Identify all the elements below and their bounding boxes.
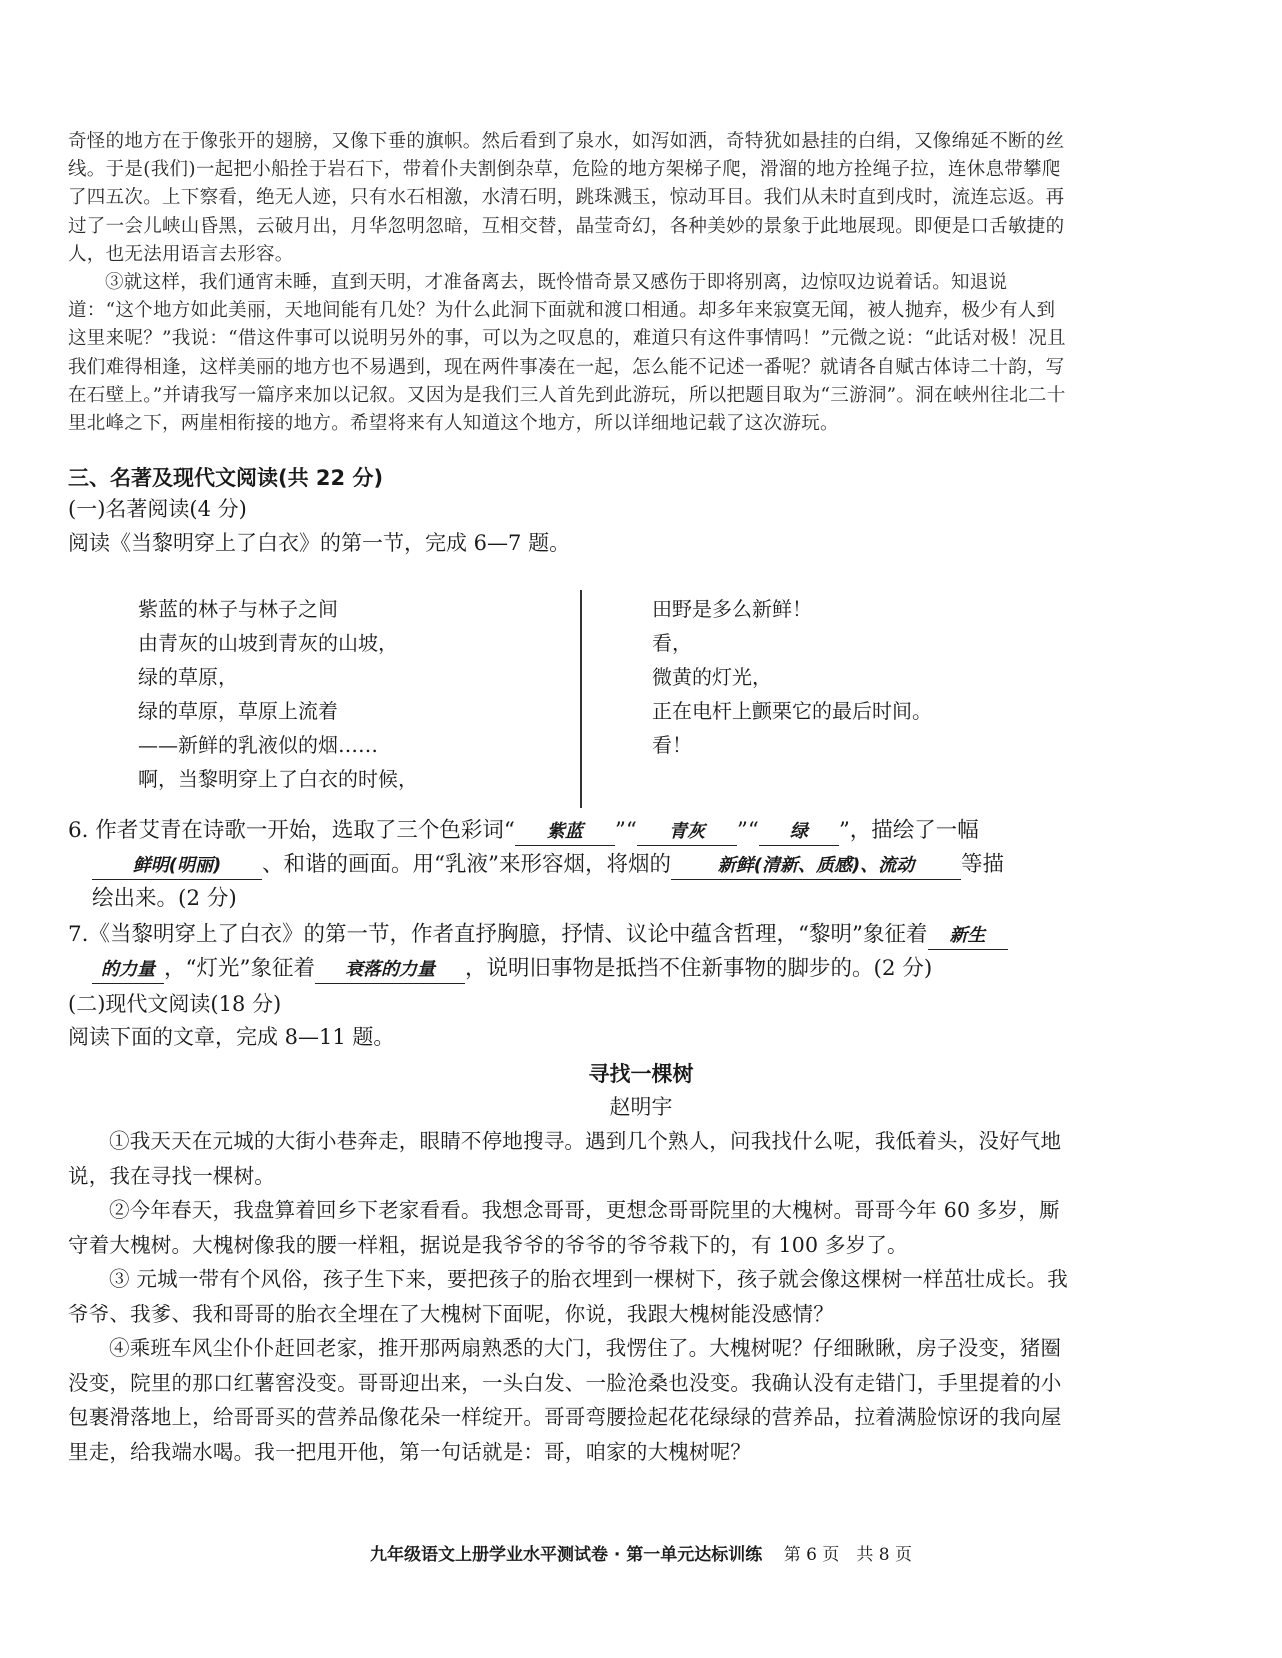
poem-line: 绿的草原， [138, 665, 238, 689]
poem-line: 看！ [652, 733, 692, 757]
poem-line: ——新鲜的乳液似的烟…… [138, 733, 378, 757]
question-6 [68, 814, 1078, 916]
article-paragraph: ①我天天在元城的大街小巷奔走，眼睛不停地搜寻。遇到几个熟人，问我找什么呢，我低着头，没好气地说，我在寻找一棵树。 [68, 1129, 1062, 1188]
article-paragraph: ④乘班车风尘仆仆赶回老家，推开那两扇熟悉的大门，我愣住了。大槐树呢？仔细瞅瞅，房子没变，猪圈没变，院里的那口红薯窖没变。哥哥迎出来，一头白发、一脸沧桑也没变。我确认没有走错门，手里提着的小包裹滑落地上，给哥哥买的营养品像花朵一样绽开。哥哥弯腰捡起花花绿绿的营养品，拉着满脸惊讶的我向屋里走，给我端水喝。我一把甩开他，第一句话就是：哥，咱家的大槐树呢？ [68, 1336, 1062, 1464]
answer-blank[interactable]: 衰落的力量 [315, 957, 465, 984]
question-text: ”“ [614, 818, 637, 843]
instruction: 阅读下面的文章，完成 8—11 题。 [68, 1025, 395, 1049]
answer-blank[interactable]: 的力量 [92, 957, 164, 984]
poem-divider [580, 590, 582, 808]
question-text: ，说明旧事物是抵挡不住新事物的脚步的。(2 分) [464, 956, 933, 981]
article-author: 赵明宇 [609, 1095, 673, 1119]
question-text: ，“灯光”象征着 [164, 956, 315, 981]
translation-passage [68, 128, 1068, 438]
poem-line: 绿的草原，草原上流着 [138, 699, 338, 723]
question-7 [68, 918, 1078, 986]
poem-line: 啊，当黎明穿上了白衣的时候， [138, 767, 418, 791]
question-text: 等描 [961, 852, 1005, 877]
section-heading: 三、名著及现代文阅读(共 22 分) [68, 466, 384, 490]
poem-left-column [138, 592, 418, 796]
subsection-heading: (二)现代文阅读(18 分) [68, 992, 282, 1016]
article-paragraph: ③ 元城一带有个风俗，孩子生下来，要把孩子的胎衣埋到一棵树下，孩子就会像这棵树一样茁壮成长。我爷爷、我爹、我和哥哥的胎衣全埋在了大槐树下面呢，你说，我跟大槐树能没感情？ [68, 1267, 1068, 1326]
answer-blank[interactable]: 鲜明(明丽) [92, 853, 262, 880]
translation-paragraph: ③就这样，我们通宵未睡，直到天明，才准备离去，既怜惜奇景又感伤于即将别离，边惊叹边说着话。知退说道：“这个地方如此美丽，天地间能有几处？为什么此洞下面就和渡口相通。却多年来寂寞无闻，被人抛弃，极少有人到这里来呢？”我说：“借这件事可以说明另外的事，可以为之叹息的，难道只有这件事情吗！”元微之说：“此话对极！况且我们难得相逢，这样美丽的地方也不易遇到，现在两件事凑在一起，怎么能不记述一番呢？就请各自赋古体诗二十韵，写在石壁上。”并请我写一篇序来加以记叙。又因为是我们三人首先到此游玩，所以把题目取为“三游洞”。洞在峡州往北二十里北峰之下，两崖相衔接的地方。希望将来有人知道这个地方，所以详细地记载了这次游玩。 [68, 272, 1066, 435]
article-body [68, 1124, 1068, 1469]
answer-blank[interactable]: 青灰 [637, 819, 737, 846]
answer-blank[interactable]: 紫蓝 [515, 819, 615, 846]
poem-line: 正在电杆上颤栗它的最后时间。 [652, 699, 932, 723]
article-paragraph: ②今年春天，我盘算着回乡下老家看看。我想念哥哥，更想念哥哥院里的大槐树。哥哥今年 60 多岁，厮守着大槐树。大槐树像我的腰一样粗，据说是我爷爷的爷爷的爷爷栽下的，有 100 多岁了。 [68, 1198, 1060, 1257]
answer-blank[interactable]: 绿 [759, 819, 839, 846]
article-title: 寻找一棵树 [588, 1062, 694, 1086]
question-text: 、和谐的画面。用“乳液”来形容烟，将烟的 [262, 852, 671, 877]
translation-paragraph: 奇怪的地方在于像张开的翅膀，又像下垂的旗帜。然后看到了泉水，如泻如洒，奇特犹如悬挂的白绢，又像绵延不断的丝线。于是(我们)一起把小船拴于岩石下，带着仆夫割倒杂草，危险的地方架梯子爬，滑溜的地方拴绳子拉，连休息带攀爬了四五次。上下察看，绝无人迹，只有水石相激，水清石明，跳珠溅玉，惊动耳目。我们从未时直到戌时，流连忘返。再过了一会儿峡山昏黑，云破月出，月华忽明忽暗，互相交替，晶莹奇幻，各种美妙的景象于此地展现。即便是口舌敏捷的人，也无法用语言去形容。 [68, 131, 1065, 265]
poem-line: 微黄的灯光， [652, 665, 772, 689]
page-footer [0, 1540, 1282, 1565]
question-text: ”“ [736, 818, 759, 843]
poem-line: 紫蓝的林子与林子之间 [138, 597, 338, 621]
answer-blank[interactable]: 新生 [928, 923, 1008, 950]
poem-line: 由青灰的山坡到青灰的山坡， [138, 631, 398, 655]
poem-line: 田野是多么新鲜！ [652, 597, 812, 621]
page-number: 第 6 页 共 8 页 [783, 1545, 912, 1565]
question-text: 7.《当黎明穿上了白衣》的第一节，作者直抒胸臆，抒情、议论中蕴含哲理，“黎明”象征着 [68, 922, 928, 947]
instruction: 阅读《当黎明穿上了白衣》的第一节，完成 6—7 题。 [68, 531, 571, 555]
question-text: 6. 作者艾青在诗歌一开始，选取了三个色彩词“ [68, 818, 515, 843]
question-text: ”，描绘了一幅 [838, 818, 979, 843]
answer-blank[interactable]: 新鲜(清新、质感)、流动 [671, 853, 961, 880]
footer-title: 九年级语文上册学业水平测试卷 · 第一单元达标训练 [370, 1545, 763, 1565]
subsection-heading: (一)名著阅读(4 分) [68, 497, 247, 521]
poem-line: 看， [652, 631, 692, 655]
question-text: 绘出来。(2 分) [92, 886, 237, 911]
poem-right-column [652, 592, 932, 762]
